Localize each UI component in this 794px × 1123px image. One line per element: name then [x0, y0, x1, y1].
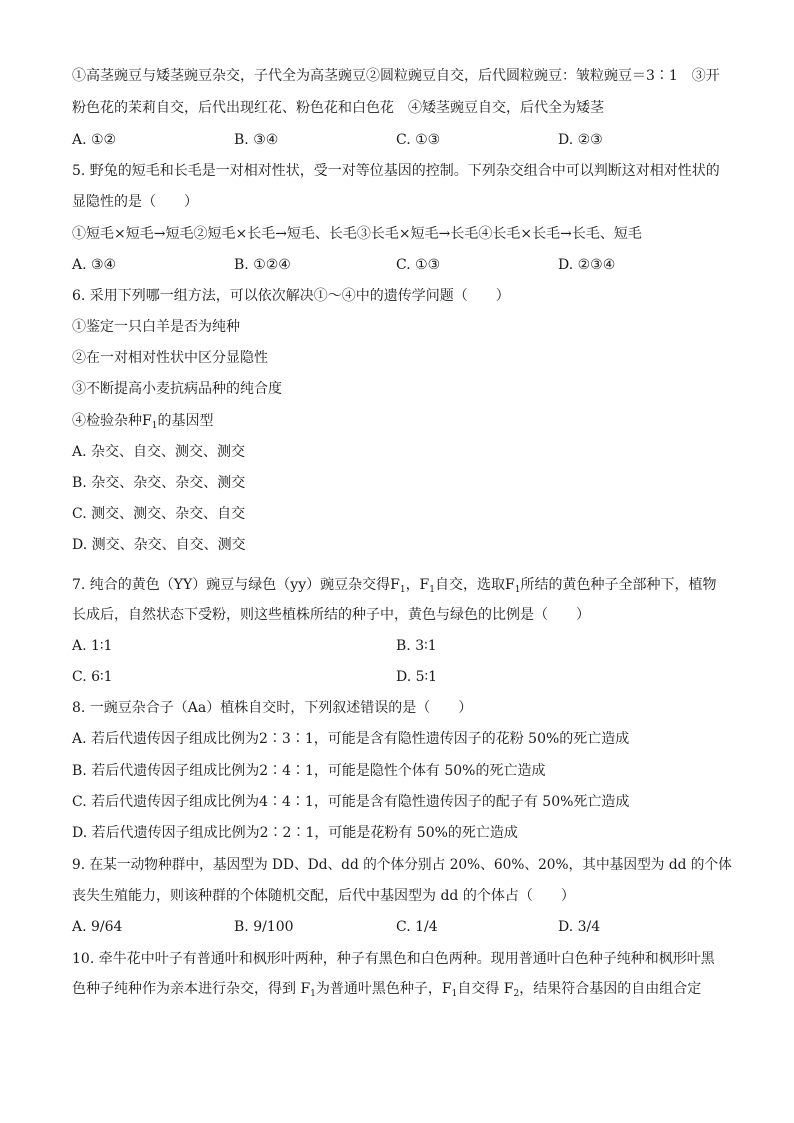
q5-stem-line-1: 5. 野兔的短毛和长毛是一对相对性状，受一对等位基因的控制。下列杂交组合中可以判断这对相对性状的	[72, 163, 720, 179]
q10-sub-2: 1	[451, 989, 458, 999]
q5-option-d[interactable]: D. ②③④	[558, 257, 616, 273]
q7-stem-line-2: 长成后，自然状态下受粉，则这些植株所结的种子中，黄色与绿色的比例是（ ）	[72, 607, 590, 623]
q4-option-a[interactable]: A. ①②	[72, 132, 117, 148]
q10-sub-3: 2	[513, 989, 520, 999]
q10-stem-line-1: 10. 牵牛花中叶子有普通叶和枫形叶两种，种子有黑色和白色两种。现用普通叶白色种子纯种和枫形叶黑	[72, 951, 715, 967]
q6-item-2: ②在一对相对性状中区分显隐性	[72, 350, 268, 366]
q9-stem-line-2: 丧失生殖能力，则该种群的个体随机交配，后代中基因型为 dd 的个体占（ ）	[72, 888, 575, 904]
q7-sub-2: 1	[429, 585, 436, 595]
q5-option-c[interactable]: C. ①③	[396, 257, 441, 273]
q7-text-b: ，F	[405, 577, 430, 593]
q9-option-a[interactable]: A. 9/64	[72, 919, 123, 935]
q4-line-1: ①高茎豌豆与矮茎豌豆杂交，子代全为高茎豌豆②圆粒豌豆自交，后代圆粒豌豆：皱粒豌豆＝3∶1 ③开	[72, 68, 720, 84]
q9-option-d[interactable]: D. 3/4	[558, 919, 601, 935]
q4-option-b[interactable]: B. ③④	[234, 132, 279, 148]
q10-text-b: 为普通叶黑色种子，F	[315, 981, 452, 997]
q8-stem: 8. 一豌豆杂合子（Aa）植株自交时，下列叙述错误的是（ ）	[72, 700, 473, 716]
q8-option-c[interactable]: C. 若后代遗传因子组成比例为4∶4∶1，可能是含有隐性遗传因子的配子有 50%死亡造成	[72, 794, 630, 810]
q6-option-c[interactable]: C. 测交、测交、杂交、自交	[72, 506, 246, 522]
q7-option-b[interactable]: B. 3∶1	[396, 638, 437, 654]
q10-sub-1: 1	[310, 989, 316, 999]
q6-item-4-tail: 的基因型	[157, 413, 214, 429]
q6-option-d[interactable]: D. 测交、杂交、自交、测交	[72, 537, 246, 553]
q6-stem: 6. 采用下列哪一组方法，可以依次解决①～④中的遗传学问题（ ）	[72, 288, 510, 304]
q7-text-a: 7. 纯合的黄色（YY）豌豆与绿色（yy）豌豆杂交得F	[72, 577, 400, 593]
q9-stem-line-1: 9. 在某一动物种群中，基因型为 DD、Dd、dd 的个体分别占 20%、60%、20%，其中基因型为 dd 的个体	[72, 857, 732, 873]
q10-text-a: 色种子纯种作为亲本进行杂交，得到 F	[72, 981, 311, 997]
q7-stem-line-1	[72, 576, 716, 594]
q6-option-b[interactable]: B. 杂交、杂交、杂交、测交	[72, 475, 246, 491]
q9-option-c[interactable]: C. 1/4	[396, 919, 438, 935]
q6-item-3: ③不断提高小麦抗病品种的纯合度	[72, 381, 282, 397]
q7-option-d[interactable]: D. 5∶1	[396, 669, 438, 685]
q6-item-4-text: ④检验杂种F	[72, 413, 152, 429]
q7-option-a[interactable]: A. 1∶1	[72, 638, 113, 654]
q8-option-d[interactable]: D. 若后代遗传因子组成比例为2∶2∶1，可能是花粉有 50%的死亡造成	[72, 825, 518, 841]
q6-item-4	[72, 412, 213, 430]
q6-option-a[interactable]: A. 杂交、自交、测交、测交	[72, 444, 246, 460]
q10-stem-line-2	[72, 980, 701, 998]
q5-stem-line-2: 显隐性的是（ ）	[72, 194, 198, 210]
q5-crosses: ①短毛×短毛→短毛②短毛×长毛→短毛、长毛③长毛×短毛→长毛④长毛×长毛→长毛、短毛	[72, 226, 642, 242]
q10-text-c: 自交得 F	[457, 981, 514, 997]
q8-option-b[interactable]: B. 若后代遗传因子组成比例为2∶4∶1，可能是隐性个体有 50%的死亡造成	[72, 763, 546, 779]
q7-text-d: 所结的黄色种子全部种下，植物	[520, 577, 717, 593]
q7-sub-1: 1	[399, 585, 406, 595]
q9-option-b[interactable]: B. 9/100	[234, 919, 294, 935]
q7-text-c: 自交，选取F	[435, 577, 515, 593]
q7-sub-3: 1	[514, 585, 521, 595]
q5-option-b[interactable]: B. ①②④	[234, 257, 291, 273]
q5-option-a[interactable]: A. ③④	[72, 257, 117, 273]
q10-text-d: ，结果符合基因的自由组合定	[519, 981, 702, 997]
q8-option-a[interactable]: A. 若后代遗传因子组成比例为2∶3∶1，可能是含有隐性遗传因子的花粉 50%的死亡造成	[72, 731, 630, 747]
q4-option-c[interactable]: C. ①③	[396, 132, 441, 148]
q4-option-d[interactable]: D. ②③	[558, 132, 603, 148]
q4-line-2: 粉色花的茉莉自交，后代出现红花、粉色花和白色花 ④矮茎豌豆自交，后代全为矮茎	[72, 100, 604, 116]
q7-option-c[interactable]: C. 6∶1	[72, 669, 113, 685]
q6-item-4-sub: 1	[151, 421, 158, 431]
q6-item-1: ①鉴定一只白羊是否为纯种	[72, 319, 240, 335]
